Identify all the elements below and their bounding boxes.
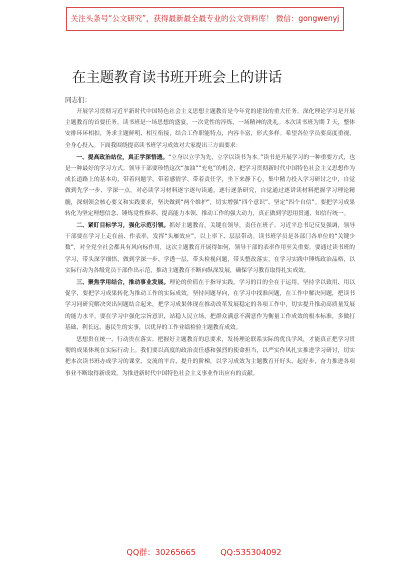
section-paragraph-one <box>65 153 355 220</box>
paragraph-text: 思想贵在统一，行动贵在落实。把握好主题教育的总要求，发扬理论联系实际的优良学风，才能真正把学习贯彻的成果体现在实际行动上。我们要以高度的政治责任感和强烈的使命担当，以严实作风扎实推进学习研讨，切实把本次读书班办成学习的课堂、交流的平台、提升的阶梯，以学习成效为主题教育开好头、起好步，奋力推进各项事业不断取得新成效，为推进新时代中国特色社会主义事业作出应有的贡献。 <box>65 337 355 377</box>
intro-paragraph <box>65 107 355 152</box>
section-paragraph-two <box>65 221 355 277</box>
document-body <box>65 107 355 380</box>
paragraph-text: 抓好主题教育，关键在领导，责任在班子。习近平总书记反复强调，领导干部要在学习上走在前、作表率，发挥“头雁效应”，以上率下、层层带动。读书班学员是各部门各单位的“关键少数”，对全党全社会都具有风向标作用，这次主题教育开展得如何，领导干部的表率作用至关重要。要通过读书班的学习，带头深学细悟，做到学深一步、学透一层，带头检视问题，带头整改落实，在学习实践中锤炼政治品格，以实际行动为各级党员干部作出示范，推动主题教育不断向纵深发展，确保学习教育取得扎实成效。 <box>65 223 356 274</box>
qq-group-text: QQ群：30265665 <box>126 548 196 557</box>
contact-footer <box>0 547 408 559</box>
promo-banner-text: 关注头条号“公文研究”，获得最新最全最专业的公文资料库！ 微信：gongwenyj <box>70 14 340 23</box>
closing-paragraph <box>65 335 355 380</box>
paragraph-text: 开展学习贯彻习近平新时代中国特色社会主义思想主题教育是今年党的建设的重大任务，深化理论学习是开展主题教育的首要任务。读书班是一场思想的盛宴，一次党性的淬炼，一场精神的洗礼。本次读书班为期 7 天，整体安排环环相扣，务求主题鲜明、相互衔接，结合工作职能特点，内容丰富，形式多样。希望各位学员要高度重视，全身心投入。下面我围绕提高读书班学习成效对大家提出三方面要求： <box>65 109 355 149</box>
qq-number-text: QQ:535304092 <box>220 548 282 557</box>
section-heading-one: 一、提高政治站位，真正学深悟透。 <box>76 154 169 161</box>
section-heading-three: 三、聚焦学用结合，推动事业发展。 <box>76 280 170 287</box>
salutation: 同志们： <box>65 96 91 104</box>
paragraph-text: “立身以立学为先，立学以读书为本。”读书是开展学习的一种重要方式，也是一种最好的学习方式。领导干部要珍惜这次“加油”“充电”的机会，把学习贯彻新时代中国特色社会主义思想作为成长道路上的基本功，带着问题学、带着感情学、带着责任学，坐下来静下心，集中精力投入学习研讨之中，自觉做到先学一步、学深一点，对必读学习材料逐字逐句读通，逐行逐条研究，自觉通过逐讲读材料把握学习理论精髓，深刻领会核心要义和实践要求，坚决做到“两个维护”，切实增强“四个意识”、坚定“四个自信”。要把学习成果转化为坚定理想信念、锤炼党性修养、提高能力本领、推动工作的强大动力，真正做到学思用贯通、知信行统一。 <box>65 154 356 217</box>
promo-banner[interactable] <box>66 7 344 31</box>
paragraph-text: 理论的价值在于指导实践，学习的目的全在于运用。坚持学以致用、用以促学，要把学习成果转化为推动工作的实际成效，坚持问题导向，在学习中找准问题，在工作中解决问题，把读书学习同研究解决突出问题结合起来，把学习成果体现在推动改革发展稳定的各项工作中，切实提升推动高质量发展的能力水平。要在学习中强化宗旨意识，站稳人民立场，把群众满意不满意作为衡量工作成效的根本标准，多做打基础、利长远、惠民生的实事，以优异的工作业绩检验主题教育成效。 <box>65 280 356 331</box>
section-heading-two: 二、紧盯目标学习，强化示范引领。 <box>76 223 170 230</box>
document-title: 在主题教育读书班开班会上的讲话 <box>72 70 282 86</box>
section-paragraph-three <box>65 278 355 334</box>
